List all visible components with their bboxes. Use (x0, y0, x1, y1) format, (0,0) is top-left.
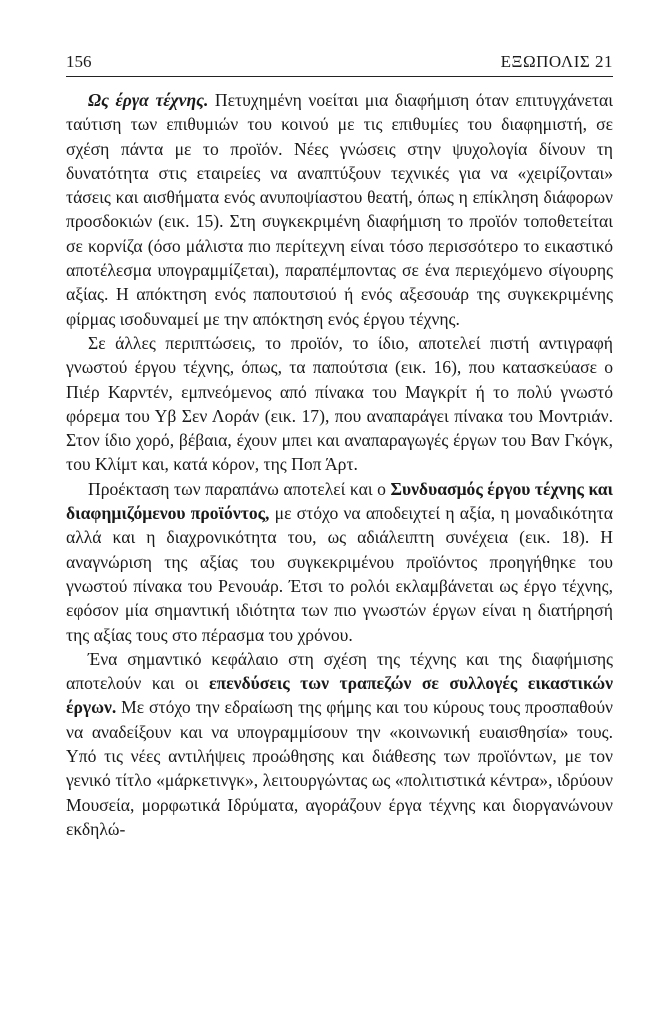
paragraph-text-before: Ένα σημαντικό κεφάλαιο στη σχέση της τέχνης και της διαφήμισης αποτελούν και οι (66, 648, 613, 694)
bold-term-bank-investments: επενδύσεις των τραπεζών σε συλλογές εικαστικών έργων. (66, 673, 613, 718)
section-lead-heading: Ως έργα τέχνης. (88, 90, 209, 110)
paragraph-artworks (66, 88, 613, 331)
body-text (66, 88, 613, 841)
paragraph-text-before: Προέκταση των παραπάνω αποτελεί και ο (88, 478, 391, 499)
bold-term-combination: Συνδυασμός έργου τέχνης και διαφημιζόμενου προϊόντος, (66, 478, 613, 524)
page-header (66, 52, 613, 77)
paragraph-text-after: Με στόχο την εδραίωση της φήμης και του κύρους τους προσπαθούν να αναδείξουν και να υπογραμμίσουν την «κοινωνική ευαισθησία» τους. Υπό τις νέες αντιλήψεις προώθησης και διάθεσης των προϊόντων, με τον γενικό τίτλο «μάρκετινγκ», λειτουργώντας ως «πολιτιστικά κέντρα», ιδρύουν Μουσεία, μορφωτικά Ιδρύματα, αγοράζουν έργα τέχνης και διοργανώνουν εκδηλώ- (66, 697, 613, 839)
page-number: 156 (66, 52, 92, 71)
paragraph-text-after: με στόχο να αποδειχτεί η αξία, η μοναδικότητα αλλά και η διαχρονικότητα του, ως αδιάλειπτη συνέχεια (εικ. 18). Η αναγνώριση της αξίας του συγκεκριμένου προϊόντος προηγήθηκε του γνωστού πίνακα του Ρενουάρ. Έτσι το ρολόι εκλαμβάνεται ως έργο τέχνης, εφόσον μία σημαντική ιδιότητα των πιο γνωστών έργων είναι η διατήρησή της αξίας τους στο πέρασμα του χρόνου. (66, 503, 614, 645)
paragraph-combination (66, 477, 613, 647)
running-title: ΕΞΩΠΟΛΙΣ 21 (500, 52, 613, 71)
paragraph-bank-investments (66, 647, 613, 841)
paragraph-copies (66, 331, 613, 477)
paragraph-text: Πετυχημένη νοείται μια διαφήμιση όταν επιτυγχάνεται ταύτιση των επιθυμιών του κοινού με τις επιθυμίες του διαφημιστή, σε σχέση πάντα με το προϊόν. Νέες γνώσεις στην ψυχολογία δίνουν τη δυνατότητα στις εταιρείες να αναπτύξουν τεχνικές για να «χειρίζονται» τάσεις και αισθήματα ενός ανυποψίαστου θεατή, όπως η επίκληση διάφορων προσδοκιών (εικ. 15). Στη συγκεκριμένη διαφήμιση το προϊόν τοποθετείται σε κορνίζα (όσο μάλιστα πιο περίτεχνη είναι τόσο περισσότερο το εικαστικό αποτέλεσμα υπογραμμίζεται), παραπέμποντας σε ένα περιεχόμενο σίγουρης αξίας. Η απόκτηση ενός παπουτσιού ή ενός αξεσουάρ της συγκεκριμένης φίρμας ισοδυναμεί με την απόκτηση ενός έργου τέχνης. (66, 90, 613, 329)
paragraph-text: Σε άλλες περιπτώσεις, το προϊόν, το ίδιο, αποτελεί πιστή αντιγραφή γνωστού έργου τέχνης, όπως, τα παπούτσια (εικ. 16), που κατασκεύασε ο Πιέρ Καρντέν, εμπνεόμενος από πίνακα του Μαγκρίτ ή το πολύ γνωστό φόρεμα του Υβ Σεν Λοράν (εικ. 17), που αναπαράγει πίνακα του Μοντριάν. Στον ίδιο χορό, βέβαια, έχουν μπει και αναπαραγωγές έργων του Βαν Γκόγκ, του Κλίμτ και, κατά κόρον, της Ποπ Άρτ. (66, 332, 613, 475)
